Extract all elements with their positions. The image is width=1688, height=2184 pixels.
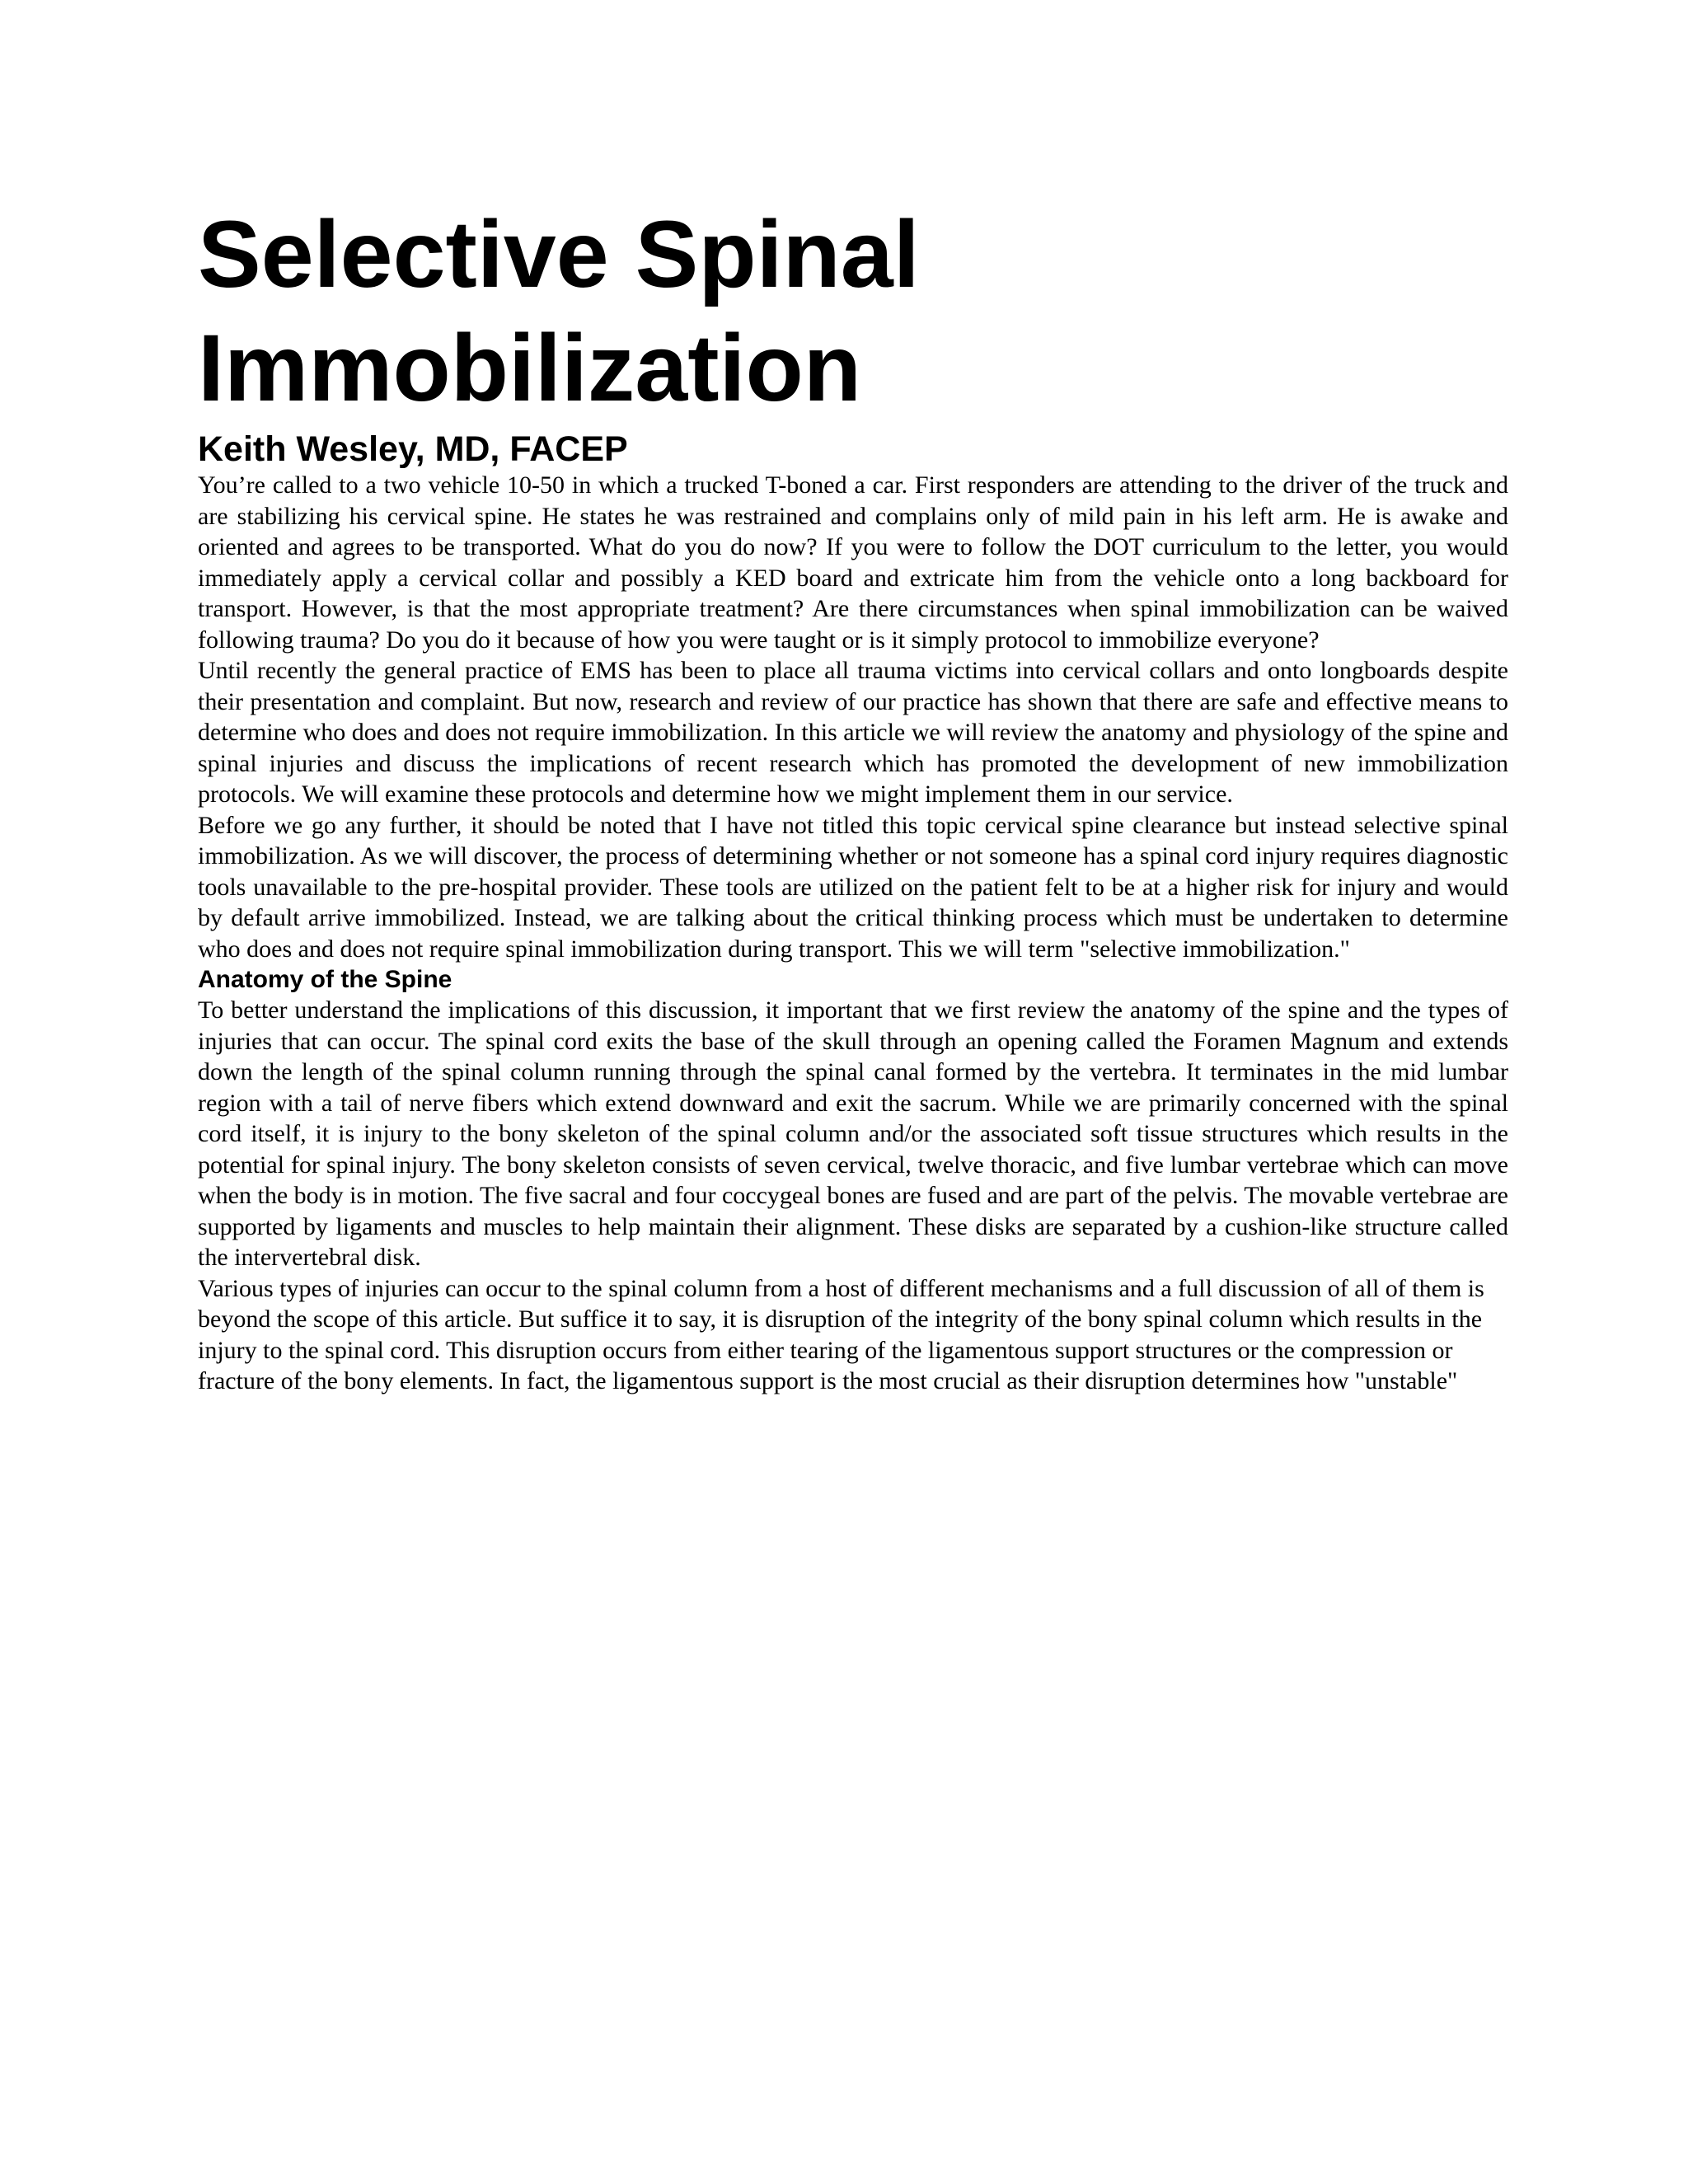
section-heading-anatomy: Anatomy of the Spine [198, 966, 452, 993]
anatomy-paragraph-2: Various types of injuries can occur to the spinal column from a host of different mechanisms and a full discussion of all of them is beyond the scope of this article. But suffice it to say, it is disruption of the integrity of the bony spinal column which results in the injury to the spinal cord. This disruption occurs from either tearing of the ligamentous support structures or the compression or fracture of the bony elements. In fact, the ligamentous support is the most crucial as their disruption determines how "unstable" [198, 1274, 1484, 1394]
author-byline: Keith Wesley, MD, FACEP [198, 429, 628, 469]
article-title-line-1: Selective Spinal [198, 202, 920, 307]
article-title-line-2: Immobilization [198, 316, 861, 421]
article-title [198, 198, 1508, 425]
intro-paragraph-3: Before we go any further, it should be noted that I have not titled this topic cervical spine clearance but instead selective spinal immobilization. As we will discover, the process of determining whether or not someone has a spinal cord injury requires diagnostic tools unavailable to the pre-hospital provider. These tools are utilized on the patient felt to be at a higher risk for injury and would by default arrive immobilized. Instead, we are talking about the critical thinking process which must be undertaken to determine who does and does not require spinal immobilization during transport. This we will term "selective immobilization." [198, 811, 1508, 963]
intro-paragraph-2: Until recently the general practice of EMS has been to place all trauma victims into cervical collars and onto longboards despite their presentation and complaint. But now, research and review of our practice has shown that there are safe and effective means to determine who does and does not require immobilization. In this article we will review the anatomy and physiology of the spine and spinal injuries and discuss the implications of recent research which has promoted the development of new immobilization protocols. We will examine these protocols and determine how we might implement them in our service. [198, 657, 1508, 808]
document-page [198, 198, 1508, 1397]
intro-paragraph-1: You’re called to a two vehicle 10-50 in which a trucked T-boned a car. First responders are attending to the driver of the truck and are stabilizing his cervical spine. He states he was restrained and complains only of mild pain in his left arm. He is awake and oriented and agrees to be transported. What do you do now? If you were to follow the DOT curriculum to the letter, you would immediately apply a cervical collar and possibly a KED board and extricate him from the vehicle onto a long backboard for transport. However, is that the most appropriate treatment? Are there circumstances when spinal immobilization can be waived following trauma? Do you do it because of how you were taught or is it simply protocol to immobilize everyone? [198, 471, 1508, 654]
anatomy-paragraph-1: To better understand the implications of this discussion, it important that we first review the anatomy of the spine and the types of injuries that can occur. The spinal cord exits the base of the skull through an opening called the Foramen Magnum and extends down the length of the spinal column running through the spinal canal formed by the vertebra. It terminates in the mid lumbar region with a tail of nerve fibers which extend downward and exit the sacrum. While we are primarily concerned with the spinal cord itself, it is injury to the bony skeleton of the spinal column and/or the associated soft tissue structures which results in the potential for spinal injury. The bony skeleton consists of seven cervical, twelve thoracic, and five lumbar vertebrae which can move when the body is in motion. The five sacral and four coccygeal bones are fused and are part of the pelvis. The movable vertebrae are supported by ligaments and muscles to help maintain their alignment. These disks are separated by a cushion-like structure called the intervertebral disk. [198, 996, 1508, 1271]
